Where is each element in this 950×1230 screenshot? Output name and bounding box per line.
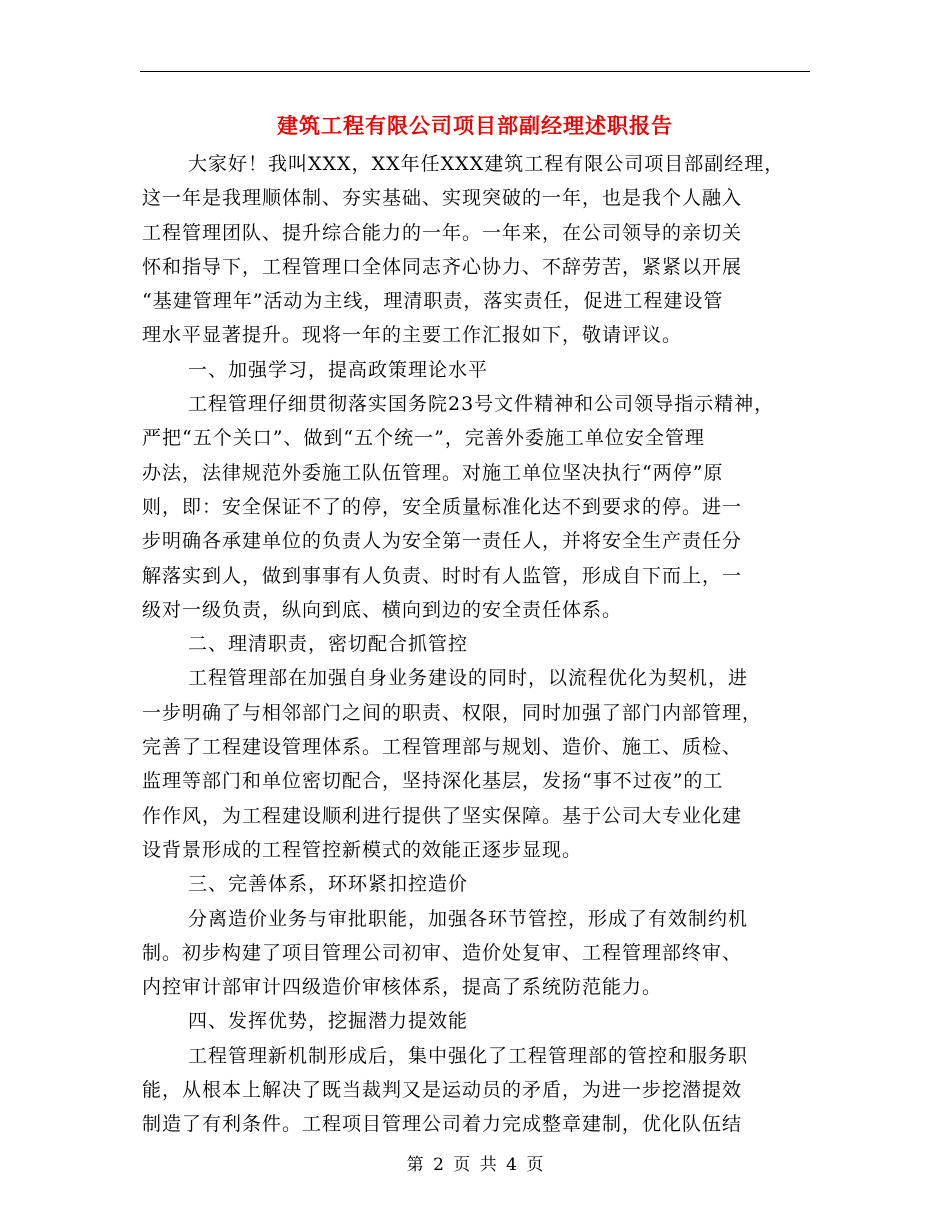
paragraph-line: 步明确各承建单位的负责人为安全第一责任人，并将安全生产责任分 [142,530,743,553]
paragraph-line: 制。初步构建了项目管理公司初审、造价处复审、工程管理部终审、 [142,941,743,964]
paragraph-line: 严把“五个关口”、做到“五个统一”，完善外委施工单位安全管理 [142,427,705,450]
header-rule [140,71,810,72]
paragraph-line: 完善了工程建设管理体系。工程管理部与规划、造价、施工、质检、 [142,736,743,759]
section-heading: 一、加强学习，提高政策理论水平 [188,358,489,381]
section-heading: 二、理清职责，密切配合抓管控 [188,633,469,656]
page-number: 第 2 页 共 4 页 [406,1155,544,1175]
paragraph-line: 工程管理新机制形成后，集中强化了工程管理部的管控和服务职 [188,1044,749,1067]
paragraph-line: 能，从根本上解决了既当裁判又是运动员的矛盾，为进一步挖潜提效 [142,1079,743,1102]
paragraph-line: “基建管理年”活动为主线，理清职责，落实责任，促进工程建设管 [142,290,724,313]
paragraph-line: 则，即：安全保证不了的停，安全质量标准化达不到要求的停。进一 [142,495,743,518]
document-title: 建筑工程有限公司项目部副经理述职报告 [277,113,673,138]
paragraph-line: 分离造价业务与审批职能，加强各环节管控，形成了有效制约机 [188,907,749,930]
paragraph-line: 工程管理仔细贯彻落实国务院23号文件精神和公司领导指示精神， [188,393,775,416]
document-body [142,147,812,1142]
paragraph-line: 怀和指导下，工程管理口全体同志齐心协力、不辞劳苦，紧紧以开展 [142,255,743,278]
paragraph-line: 这一年是我理顺体制、夯实基础、实现突破的一年，也是我个人融入 [142,187,743,210]
paragraph-line: 作作风，为工程建设顺利进行提供了坚实保障。基于公司大专业化建 [142,804,743,827]
paragraph-line: 级对一级负责，纵向到底、横向到边的安全责任体系。 [142,598,623,621]
paragraph-line: 制造了有利条件。工程项目管理公司着力完成整章建制，优化队伍结 [142,1113,743,1136]
section-heading: 三、完善体系，环环紧扣控造价 [188,873,469,896]
paragraph-line: 大家好！我叫XXX，XX年任XXX建筑工程有限公司项目部副经理， [188,153,785,175]
paragraph-line: 工程管理部在加强自身业务建设的同时，以流程优化为契机，进 [188,667,749,690]
paragraph-line: 办法，法律规范外委施工队伍管理。对施工单位坚决执行“两停”原 [142,461,724,484]
paragraph-line: 设背景形成的工程管控新模式的效能正逐步显现。 [142,838,583,861]
paragraph-line: 一步明确了与相邻部门之间的职责、权限，同时加强了部门内部管理， [142,701,763,724]
paragraph-line: 监理等部门和单位密切配合，坚持深化基层，发扬“事不过夜”的工 [142,770,724,793]
section-heading: 四、发挥优势，挖掘潜力提效能 [188,1010,469,1033]
paragraph-line: 内控审计部审计四级造价审核体系，提高了系统防范能力。 [142,976,663,999]
paragraph-line: 理水平显著提升。现将一年的主要工作汇报如下，敬请评议。 [142,324,683,347]
paragraph-line: 解落实到人，做到事事有人负责、时时有人监管，形成自下而上，一 [142,564,743,587]
paragraph-line: 工程管理团队、提升综合能力的一年。一年来，在公司领导的亲切关 [142,221,743,244]
